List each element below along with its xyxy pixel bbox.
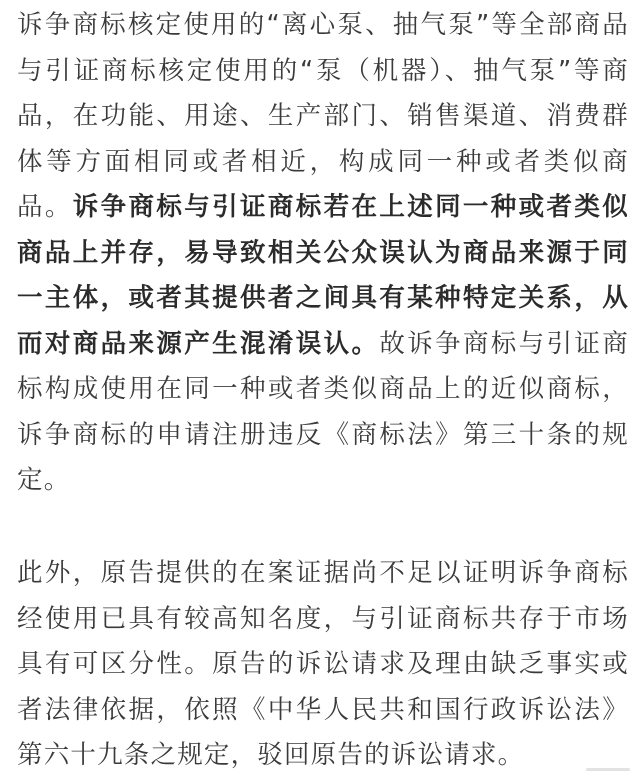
paragraph-bold-text: 诉争商标与引证商标若在上述同一种或者类似商品上并存，易导致相关公众误认为商品来源于同一主体，或者其提供者之间具有某种特定关系，从而对商品来源产生混淆误认。	[17, 192, 629, 359]
paragraph-conclusion: 此外，原告提供的在案证据尚不足以证明诉争商标经使用已具有较高知名度，与引证商标共存于市场具有可区分性。原告的诉讼请求及理由缺乏事实或者法律依据，依照《中华人民共和国行政诉讼法》第六十九条之规定，驳回原告的诉讼请求。	[17, 558, 629, 770]
paragraph-text-part2: 故诉争商标与引证商标构成使用在同一种或者类似商品上的近似商标，诉争商标的申请注册违反《商标法》第三十条的规定。	[17, 328, 629, 495]
watermark-logo	[586, 764, 630, 778]
watermark-icon	[586, 765, 630, 775]
paragraph-judgment-reasoning	[17, 3, 629, 504]
paragraph-text-part1: 诉争商标核定使用的“离心泵、抽气泵”等全部商品与引证商标核定使用的“泵（机器）、抽气泵”等商品，在功能、用途、生产部门、销售渠道、消费群体等方面相同或者相近，构成同一种或者类似商品。	[17, 10, 629, 222]
